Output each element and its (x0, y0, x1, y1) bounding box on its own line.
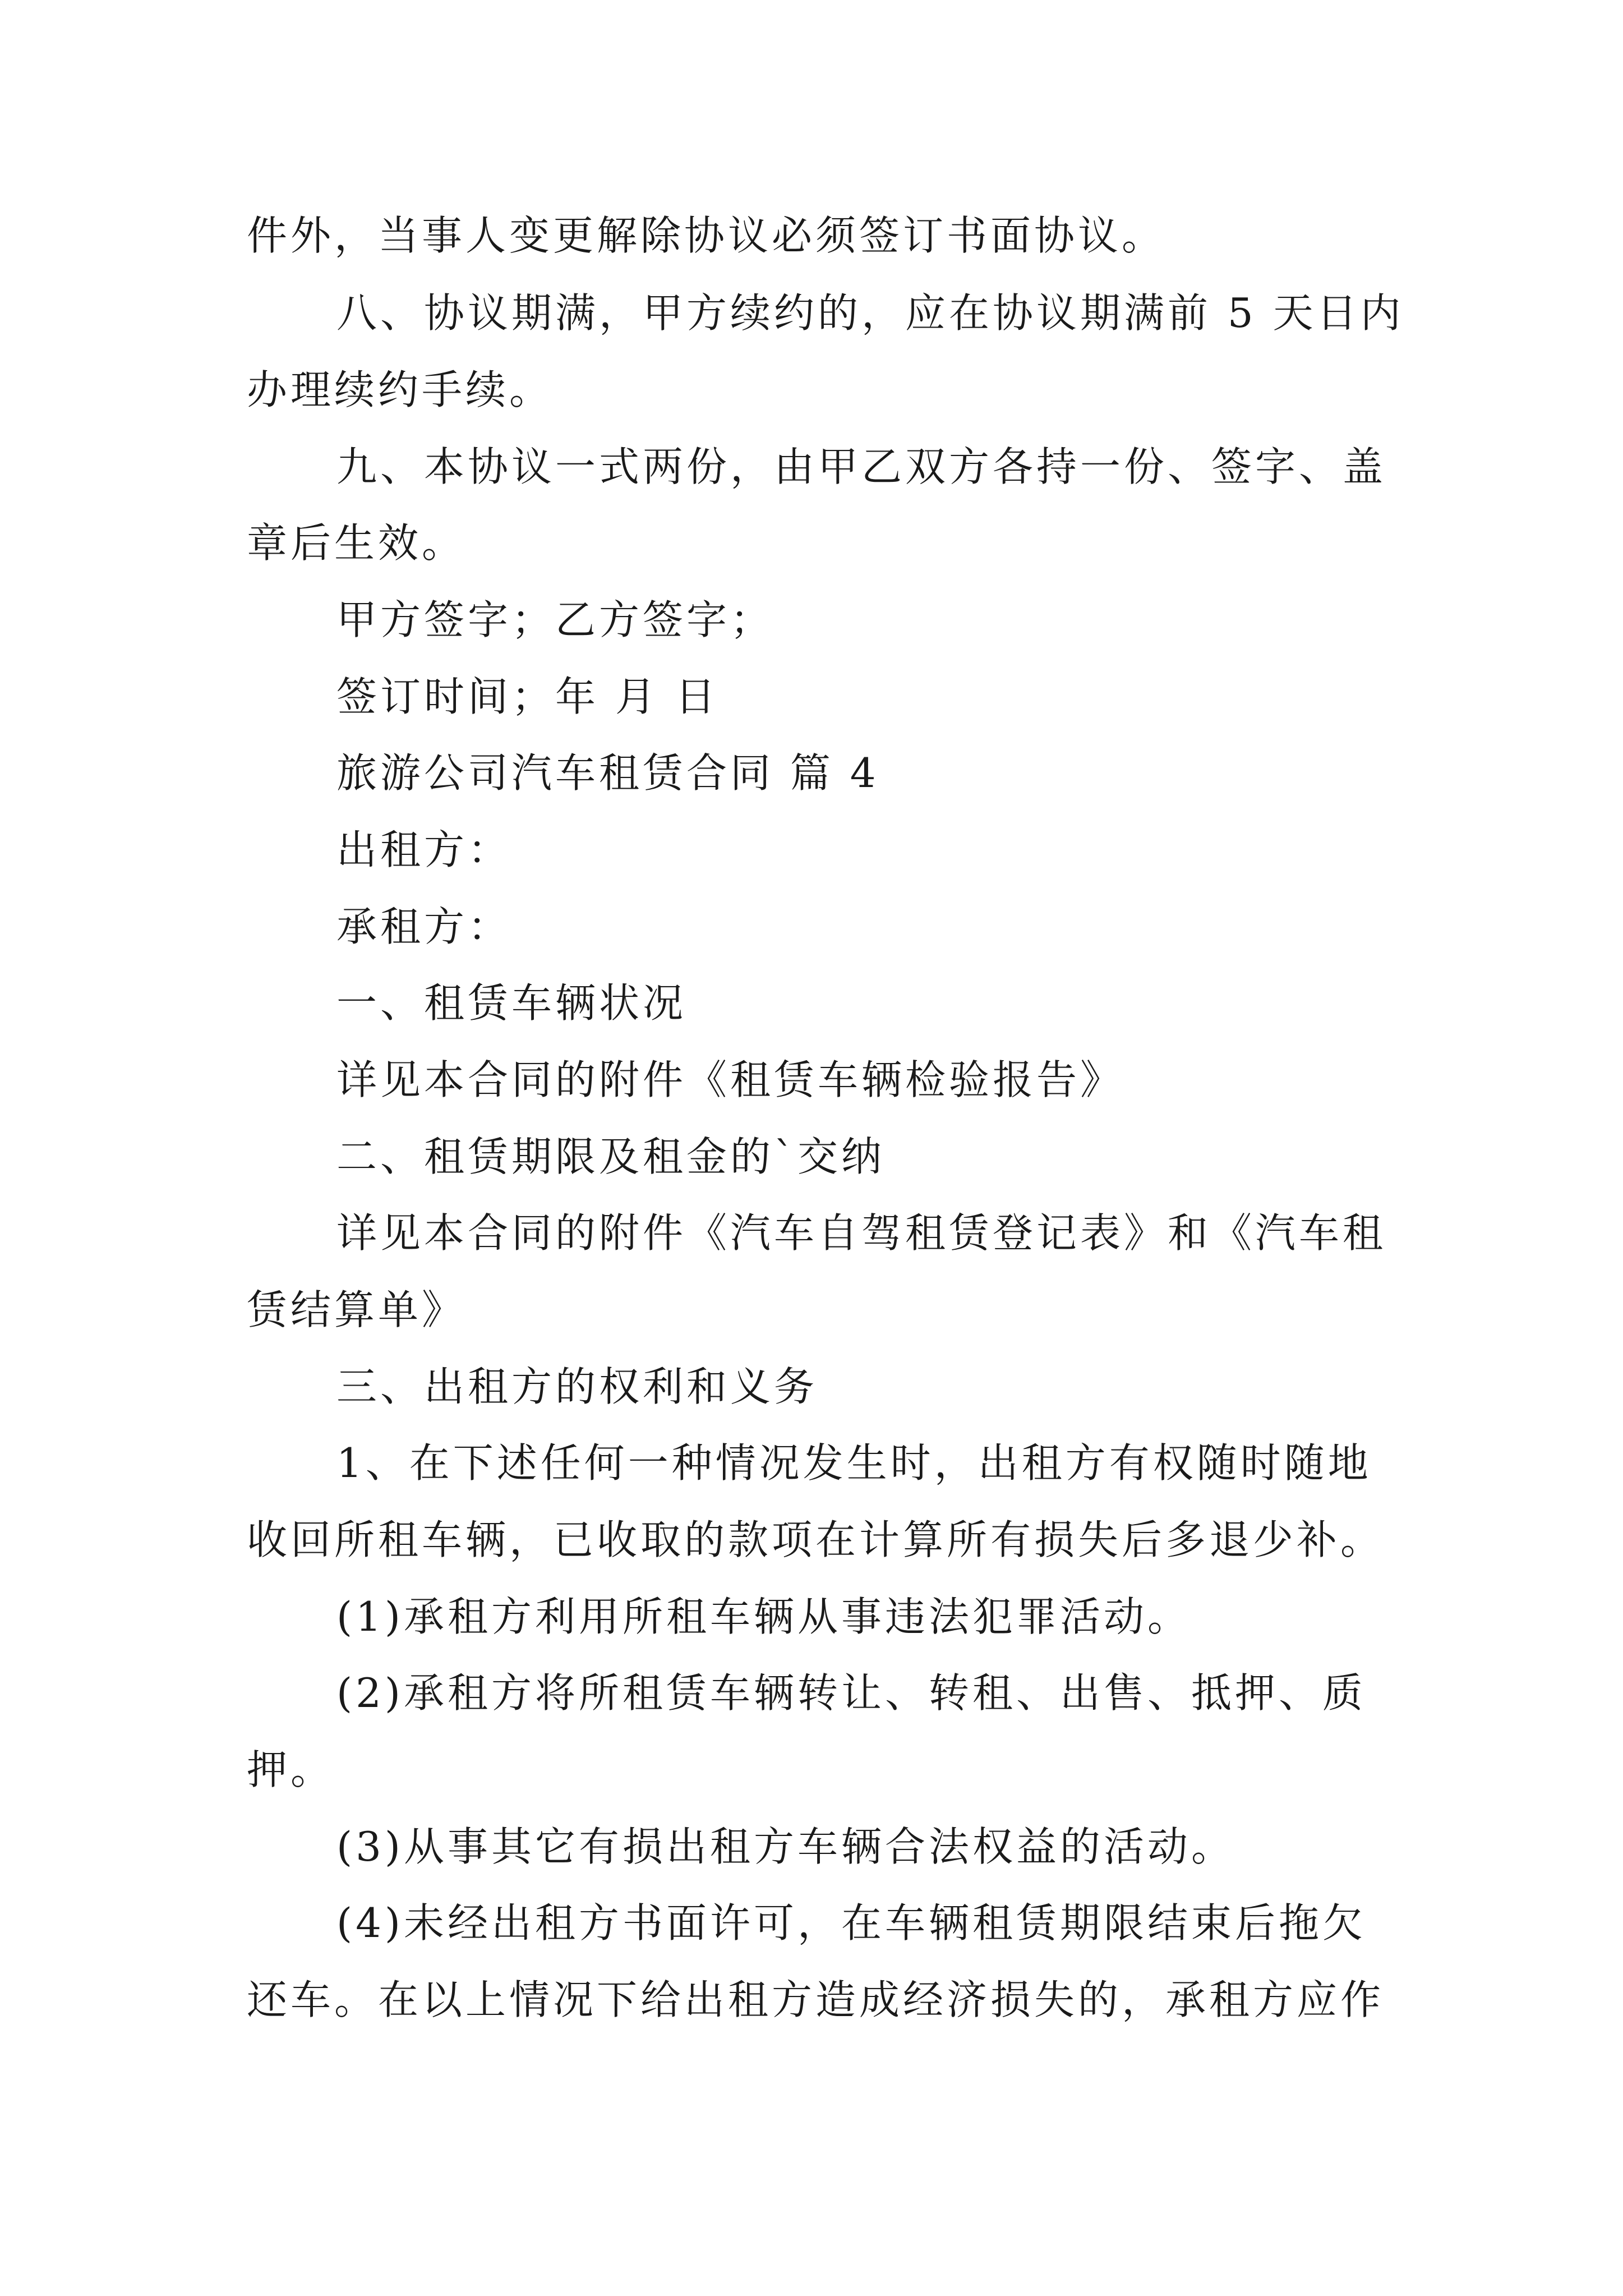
date-line: 签订时间；年 月 日 (336, 673, 719, 720)
paragraph-line: 还车。在以上情况下给出租方造成经济损失的，承租方应作 (247, 1976, 1385, 2023)
paragraph-line: 赁结算单》 (247, 1286, 466, 1333)
list-item: (2)承租方将所租赁车辆转让、转租、出售、抵押、质 (336, 1669, 1366, 1717)
clause-heading: 三、出租方的权利和义务 (336, 1363, 818, 1410)
lessee-line: 承租方： (336, 903, 512, 950)
signature-line: 甲方签字；乙方签字； (336, 596, 774, 643)
clause-heading: 一、租赁车辆状况 (336, 979, 687, 1027)
paragraph-line: 详见本合同的附件《汽车自驾租赁登记表》和《汽车租 (336, 1209, 1387, 1257)
clause-heading: 二、租赁期限及租金的`交纳 (336, 1133, 886, 1180)
paragraph-line: 件外，当事人变更解除协议必须签订书面协议。 (247, 212, 1166, 259)
paragraph-line: 详见本合同的附件《租赁车辆检验报告》 (336, 1056, 1124, 1103)
paragraph-line: 章后生效。 (247, 519, 466, 567)
paragraph-line: 1、在下述任何一种情况发生时，出租方有权随时随地 (336, 1439, 1372, 1487)
paragraph-line: 八、协议期满，甲方续约的，应在协议期满前 5 天日内 (336, 289, 1404, 337)
list-item: (1)承租方利用所租车辆从事违法犯罪活动。 (336, 1593, 1191, 1640)
paragraph-line: 收回所租车辆，已收取的款项在计算所有损失后多退少补。 (247, 1516, 1385, 1563)
section-title: 旅游公司汽车租赁合同 篇 4 (336, 749, 879, 797)
list-item: 押。 (247, 1746, 335, 1793)
paragraph-line: 办理续约手续。 (247, 366, 554, 413)
list-item: (4)未经出租方书面许可，在车辆租赁期限结束后拖欠 (336, 1899, 1366, 1947)
list-item: (3)从事其它有损出租方车辆合法权益的活动。 (336, 1823, 1235, 1870)
lessor-line: 出租方： (336, 826, 512, 873)
paragraph-line: 九、本协议一式两份，由甲乙双方各持一份、签字、盖 (336, 443, 1387, 490)
